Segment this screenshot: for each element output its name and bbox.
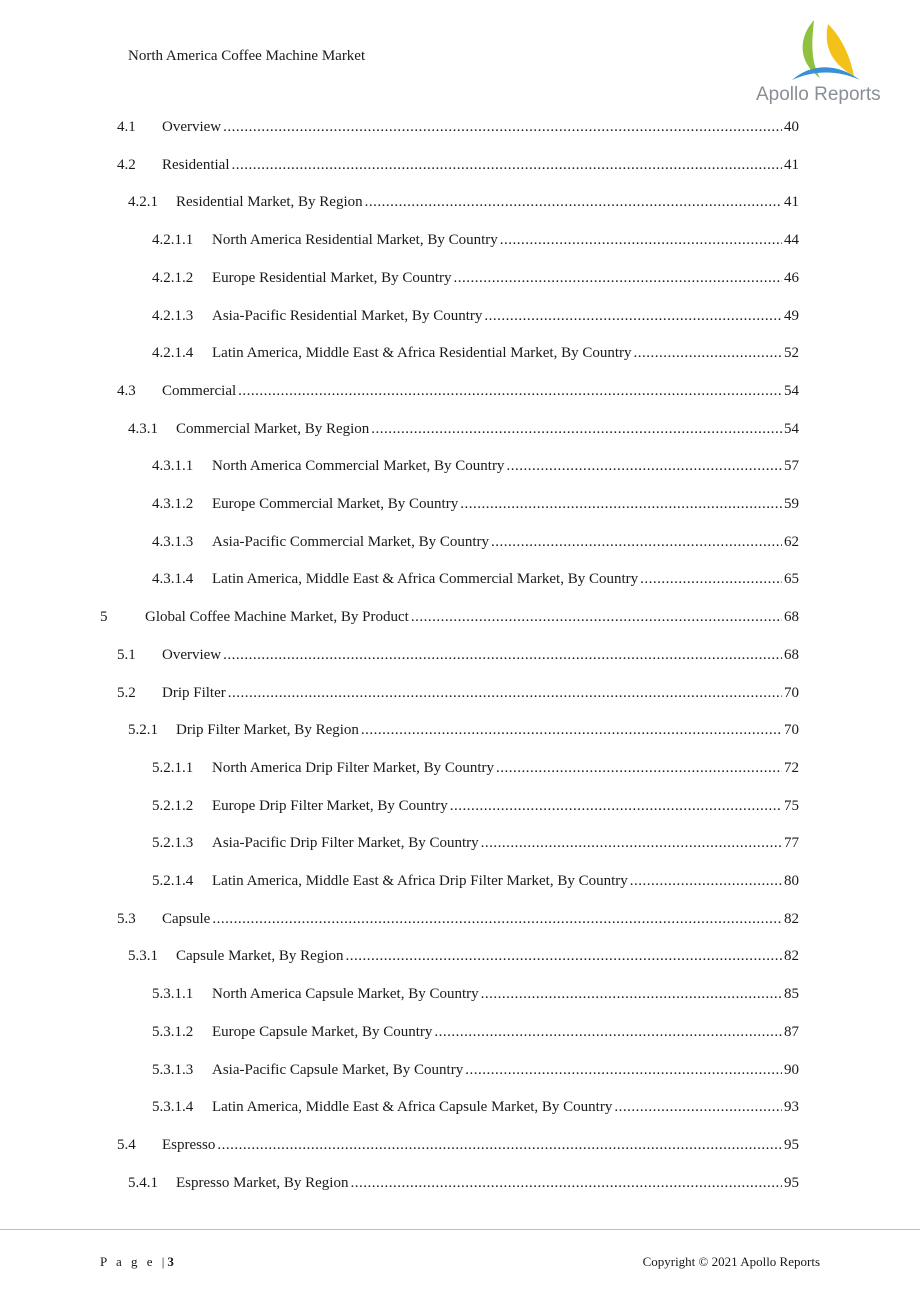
toc-entry-title: Europe Residential Market, By Country	[212, 270, 452, 286]
toc-entry-title: Asia-Pacific Residential Market, By Country	[212, 308, 483, 324]
footer-divider	[0, 1229, 920, 1230]
toc-leader-dots	[371, 419, 782, 439]
toc-entry-title: Overview	[162, 647, 222, 663]
toc-entry-number: 5.3.1.3	[152, 1062, 194, 1078]
toc-entry-title: Drip Filter Market, By Region	[176, 722, 359, 738]
toc-entry-page: 82	[784, 911, 799, 927]
toc-leader-dots	[460, 494, 782, 514]
toc-entry-number: 5.2.1.4	[152, 873, 194, 889]
toc-leader-dots	[361, 720, 782, 740]
toc-entry-number: 4.2.1.2	[152, 270, 194, 286]
toc-entry-title: Latin America, Middle East & Africa Commercial Market, By Country	[212, 571, 639, 587]
toc-entry[interactable]	[100, 607, 799, 627]
logo-text: Apollo Reports	[756, 84, 881, 105]
toc-leader-dots	[350, 1173, 782, 1193]
toc-entry-number: 5.2.1.3	[152, 835, 194, 851]
toc-entry[interactable]	[117, 909, 799, 929]
document-title: North America Coffee Machine Market	[128, 48, 366, 64]
toc-entry[interactable]	[117, 381, 799, 401]
toc-entry[interactable]	[152, 1060, 799, 1080]
toc-entry-number: 4.2.1.4	[152, 345, 194, 361]
toc-entry-number: 5.4	[117, 1137, 136, 1153]
toc-entry-page: 70	[784, 685, 799, 701]
toc-entry-page: 54	[784, 383, 799, 399]
toc-leader-dots	[496, 758, 782, 778]
toc-entry-number: 5.2.1	[128, 722, 158, 738]
toc-entry-page: 90	[784, 1062, 799, 1078]
toc-entry-title: Commercial	[162, 383, 237, 399]
toc-leader-dots	[465, 1060, 782, 1080]
toc-entry-title: Residential	[162, 157, 230, 173]
toc-entry-number: 4.2.1.3	[152, 308, 194, 324]
toc-entry-title: Asia-Pacific Commercial Market, By Country	[212, 534, 490, 550]
toc-entry-title: North America Capsule Market, By Country	[212, 986, 479, 1002]
toc-entry[interactable]	[152, 1022, 799, 1042]
toc-entry-number: 5.4.1	[128, 1175, 158, 1191]
toc-entry[interactable]	[152, 796, 799, 816]
toc-entry-page: 68	[784, 647, 799, 663]
toc-leader-dots	[223, 117, 782, 137]
toc-entry-title: North America Commercial Market, By Country	[212, 458, 505, 474]
toc-leader-dots	[614, 1097, 782, 1117]
toc-entry-page: 54	[784, 421, 799, 437]
toc-entry-page: 65	[784, 571, 799, 587]
toc-leader-dots	[634, 343, 783, 363]
toc-entry[interactable]	[128, 946, 799, 966]
toc-entry-title: Capsule	[162, 911, 211, 927]
toc-leader-dots	[484, 306, 782, 326]
toc-leader-dots	[228, 683, 782, 703]
toc-entry-page: 62	[784, 534, 799, 550]
toc-entry-number: 4.3.1.4	[152, 571, 194, 587]
page-number-label	[100, 1254, 174, 1270]
toc-leader-dots	[454, 268, 782, 288]
toc-entry-title: Asia-Pacific Capsule Market, By Country	[212, 1062, 464, 1078]
page-separator: |	[161, 1254, 168, 1269]
toc-leader-dots	[232, 155, 783, 175]
toc-entry-page: 95	[784, 1175, 799, 1191]
toc-leader-dots	[411, 607, 782, 627]
toc-entry-page: 80	[784, 873, 799, 889]
toc-entry-page: 82	[784, 948, 799, 964]
toc-entry[interactable]	[117, 117, 799, 137]
toc-entry[interactable]	[152, 494, 799, 514]
toc-entry-page: 68	[784, 609, 799, 625]
toc-entry[interactable]	[152, 268, 799, 288]
toc-entry-title: Latin America, Middle East & Africa Residential Market, By Country	[212, 345, 632, 361]
toc-entry-page: 41	[784, 194, 799, 210]
toc-entry-page: 72	[784, 760, 799, 776]
toc-entry-page: 40	[784, 119, 799, 135]
toc-entry-number: 5.3.1	[128, 948, 158, 964]
toc-entry-page: 85	[784, 986, 799, 1002]
toc-leader-dots	[238, 381, 782, 401]
page-word: P a g e	[100, 1254, 156, 1269]
toc-leader-dots	[217, 1135, 782, 1155]
toc-entry[interactable]	[152, 758, 799, 778]
toc-entry[interactable]	[152, 1097, 799, 1117]
toc-entry[interactable]	[128, 1173, 799, 1193]
toc-entry[interactable]	[152, 306, 799, 326]
toc-entry-page: 57	[784, 458, 799, 474]
toc-entry-title: Overview	[162, 119, 222, 135]
toc-leader-dots	[506, 456, 782, 476]
toc-entry[interactable]	[117, 155, 799, 175]
toc-leader-dots	[212, 909, 782, 929]
toc-leader-dots	[630, 871, 782, 891]
toc-entry-number: 5.2.1.1	[152, 760, 194, 776]
toc-entry-title: Espresso	[162, 1137, 216, 1153]
toc-entry-title: Europe Drip Filter Market, By Country	[212, 798, 448, 814]
toc-entry-number: 5.2.1.2	[152, 798, 194, 814]
toc-entry[interactable]	[152, 456, 799, 476]
toc-entry-page: 46	[784, 270, 799, 286]
toc-entry-page: 44	[784, 232, 799, 248]
toc-leader-dots	[640, 569, 782, 589]
toc-entry-page: 41	[784, 157, 799, 173]
toc-leader-dots	[491, 532, 782, 552]
toc-entry-number: 4.3.1.3	[152, 534, 194, 550]
toc-entry-number: 5.1	[117, 647, 136, 663]
toc-entry[interactable]	[128, 419, 799, 439]
toc-entry-page: 87	[784, 1024, 799, 1040]
toc-entry-title: Capsule Market, By Region	[176, 948, 344, 964]
toc-entry[interactable]	[152, 569, 799, 589]
toc-entry-title: Europe Capsule Market, By Country	[212, 1024, 433, 1040]
toc-leader-dots	[450, 796, 782, 816]
toc-entry[interactable]	[117, 683, 799, 703]
toc-leader-dots	[223, 645, 782, 665]
toc-entry-title: Latin America, Middle East & Africa Capsule Market, By Country	[212, 1099, 613, 1115]
toc-entry-title: Asia-Pacific Drip Filter Market, By Country	[212, 835, 479, 851]
toc-entry[interactable]	[117, 1135, 799, 1155]
toc-entry-number: 4.3.1.1	[152, 458, 194, 474]
toc-entry-number: 4.3.1.2	[152, 496, 194, 512]
toc-entry-number: 5.3	[117, 911, 136, 927]
toc-leader-dots	[434, 1022, 782, 1042]
toc-entry[interactable]	[152, 532, 799, 552]
toc-entry-number: 5.3.1.2	[152, 1024, 194, 1040]
toc-entry-title: Global Coffee Machine Market, By Product	[145, 609, 409, 625]
toc-entry-number: 4.3.1	[128, 421, 158, 437]
toc-entry-number: 4.3	[117, 383, 136, 399]
toc-entry-title: North America Residential Market, By Country	[212, 232, 498, 248]
toc-entry-title: Europe Commercial Market, By Country	[212, 496, 459, 512]
toc-entry-title: Commercial Market, By Region	[176, 421, 370, 437]
toc-entry-page: 93	[784, 1099, 799, 1115]
toc-entry-title: Espresso Market, By Region	[176, 1175, 349, 1191]
toc-leader-dots	[345, 946, 782, 966]
toc-leader-dots	[500, 230, 782, 250]
toc-entry-number: 4.2.1.1	[152, 232, 194, 248]
toc-leader-dots	[365, 192, 782, 212]
toc-leader-dots	[481, 984, 782, 1004]
toc-entry-number: 5.3.1.4	[152, 1099, 194, 1115]
toc-entry-page: 75	[784, 798, 799, 814]
toc-entry-page: 52	[784, 345, 799, 361]
toc-entry-title: Drip Filter	[162, 685, 226, 701]
toc-entry-title: Residential Market, By Region	[176, 194, 363, 210]
toc-entry-page: 49	[784, 308, 799, 324]
toc-entry-number: 4.2.1	[128, 194, 158, 210]
toc-leader-dots	[481, 833, 782, 853]
toc-entry[interactable]	[152, 343, 799, 363]
toc-entry-page: 70	[784, 722, 799, 738]
toc-entry-number: 5.3.1.1	[152, 986, 194, 1002]
page-number: 3	[167, 1254, 174, 1269]
toc-entry[interactable]	[152, 833, 799, 853]
toc-entry-title: North America Drip Filter Market, By Country	[212, 760, 495, 776]
toc-entry-page: 77	[784, 835, 799, 851]
toc-entry-number: 4.1	[117, 119, 136, 135]
copyright-notice: Copyright © 2021 Apollo Reports	[642, 1254, 820, 1269]
toc-entry[interactable]	[128, 192, 799, 212]
toc-entry-page: 59	[784, 496, 799, 512]
toc-entry[interactable]	[152, 984, 799, 1004]
toc-entry-title: Latin America, Middle East & Africa Drip Filter Market, By Country	[212, 873, 628, 889]
toc-entry[interactable]	[152, 871, 799, 891]
toc-entry[interactable]	[128, 720, 799, 740]
toc-entry-number: 5.2	[117, 685, 136, 701]
toc-entry-number: 4.2	[117, 157, 136, 173]
toc-entry[interactable]	[117, 645, 799, 665]
toc-entry-number: 5	[100, 609, 108, 625]
toc-entry-page: 95	[784, 1137, 799, 1153]
toc-entry[interactable]	[152, 230, 799, 250]
